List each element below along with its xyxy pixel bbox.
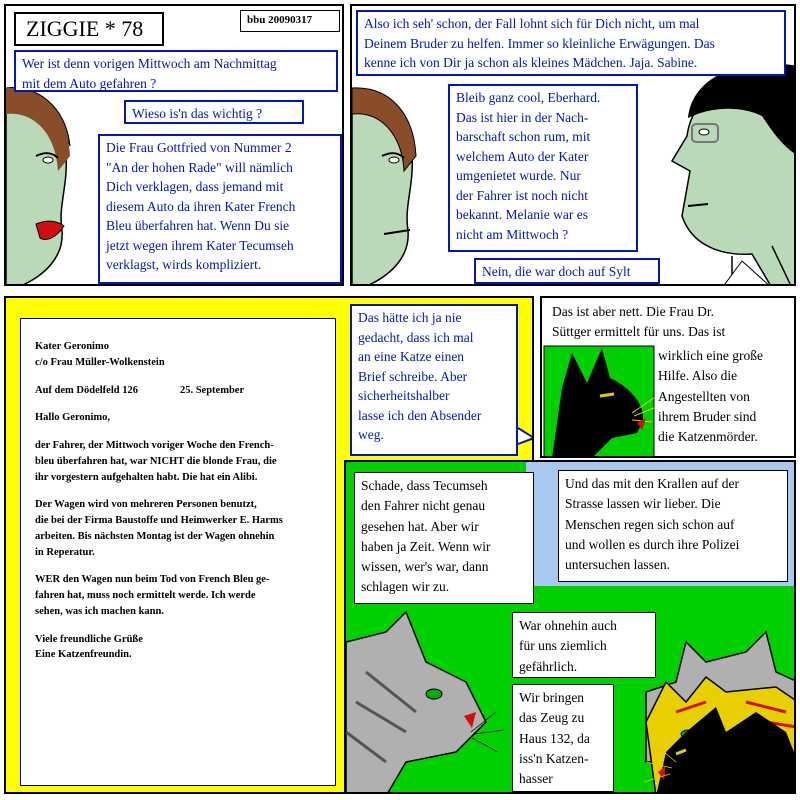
speech-bubble-3: Die Frau Gottfried von Nummer 2 "An der hohen Rade" will nämlich Dich verklagen, dass jemand mit diesem Auto da ihren Kater French Bleu überfahren hat. Wenn Du sie jetzt wegen ihrem Kater Tecumseh verklagst, wirds kompliziert. bbox=[98, 134, 342, 284]
speech-bubble-1: Wer ist denn vorigen Mittwoch am Nachmittag mit dem Auto gefahren ? bbox=[14, 50, 338, 92]
title-box bbox=[14, 12, 164, 46]
letter-closing: Viele freundliche Grüße Eine Katzenfreundin. bbox=[35, 633, 143, 661]
letter-address: Kater Geronimo c/o Frau Müller-Wolkenstein bbox=[35, 341, 165, 368]
speech-bubble-4: Also ich seh' schon, der Fall lohnt sich für Dich nicht, um mal Deinem Bruder zu helfen. Immer so kleinliche Erwägungen. Das kenne ich von Dir ja schon als kleines Mädchen. Jaja. Sabine. bbox=[356, 10, 786, 76]
speech-bubble-10: War ohnehin auch für uns ziemlich gefährlich. bbox=[512, 612, 656, 678]
speech-bubble-11: Wir bringen das Zeug zu Haus 132, da iss'n Katzen- hasser bbox=[512, 684, 614, 792]
narration-text-1: Das ist aber nett. Die Frau Dr. Süttger ermittelt für uns. Das ist bbox=[552, 304, 726, 340]
panel-1 bbox=[4, 4, 344, 286]
letter-paragraph-3: WER den Wagen nun beim Tod von French Bleu ge- fahren hat, muss noch ermittelt werde. Ich werde sehen, was ich machen kann. bbox=[35, 574, 270, 617]
meta-box bbox=[240, 10, 340, 32]
comic-meta: bbu 20090317 bbox=[247, 14, 313, 26]
letter-paragraph-1: der Fahrer, der Mittwoch voriger Woche den French- bleu überfahren hat, war NICHT die blonde Frau, die ihr vorgestern aufgehalten habt. Die hat ein Alibi. bbox=[35, 440, 277, 483]
narration-text-2: wirklich eine große Hilfe. Also die Angestellten von ihrem Bruder sind die Katzenmörder. bbox=[658, 348, 763, 444]
panel-4 bbox=[540, 296, 796, 458]
speech-bubble-7: Das hätte ich ja nie gedacht, dass ich mal an eine Katze einen Brief schreibe. Aber sicherheitshalber lasse ich den Absender weg. bbox=[350, 304, 518, 456]
letter-date: 25. September bbox=[179, 384, 245, 396]
speech-bubble-8: Schade, dass Tecumseh den Fahrer nicht genau gesehen hat. Aber wir haben ja Zeit. Wenn wir wissen, wer's war, dann schlagen wir zu. bbox=[354, 472, 534, 604]
letter-street: Auf dem Dödelfeld 126 bbox=[35, 384, 138, 396]
speech-bubble-9: Und das mit den Krallen auf der Strasse lassen wir lieber. Die Menschen regen sich schon auf und wollen es durch ihre Polizei untersuchen lassen. bbox=[558, 470, 788, 582]
letter-greeting: Hallo Geronimo, bbox=[35, 412, 111, 424]
panel-5 bbox=[344, 460, 796, 794]
letter-paragraph-2: Der Wagen wird von mehreren Personen benutzt, die bei der Firma Baustoffe und Heimwerker E. Harms arbeiten. Bis nächsten Montag ist der Wagen ohnehin in Reperatur. bbox=[35, 499, 283, 558]
speech-bubble-5: Bleib ganz cool, Eberhard. Das ist hier in der Nach- barschaft schon rum, mit welchem Auto der Kater umgenietet wurde. Nur der Fahrer ist noch nicht bekannt. Melanie war es nicht am Mittwoch ? bbox=[448, 84, 638, 252]
comic-title: ZIGGIE * 78 bbox=[26, 16, 144, 41]
speech-bubble-6: Nein, die war doch auf Sylt bbox=[474, 258, 660, 284]
panel-2 bbox=[350, 4, 796, 286]
speech-bubble-2: Wieso is'n das wichtig ? bbox=[124, 100, 304, 124]
